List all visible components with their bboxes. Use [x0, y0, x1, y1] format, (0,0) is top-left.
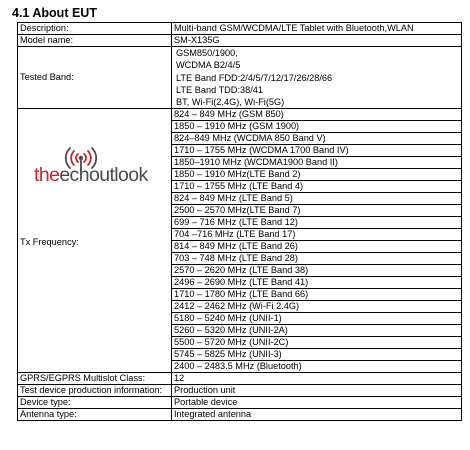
tx-frequency-value: 1710 – 1755 MHz (WCDMA 1700 Band IV) — [172, 145, 462, 157]
tx-frequency-value: 2496 – 2690 MHz (LTE Band 41) — [172, 277, 462, 289]
table-row-gprs — [18, 373, 462, 385]
gprs-label: GPRS/EGPRS Multislot Class: — [18, 373, 172, 385]
production-value: Production unit — [172, 385, 462, 397]
tested-band-value — [172, 47, 462, 109]
production-label: Test device production information: — [18, 385, 172, 397]
table-row-production — [18, 385, 462, 397]
antenna-value: Integrated antenna — [172, 409, 462, 421]
table-row-model — [18, 35, 462, 47]
tx-frequency-value: 5260 – 5320 MHz (UNII-2A) — [172, 325, 462, 337]
tx-frequency-value: 824–849 MHz (WCDMA 850 Band V) — [172, 133, 462, 145]
description-value: Multi-band GSM/WCDMA/LTE Tablet with Bluetooth,WLAN — [172, 23, 462, 35]
model-value: SM-X135G — [172, 35, 462, 47]
tx-frequency-value: 699 – 716 MHz (LTE Band 12) — [172, 217, 462, 229]
tx-frequency-value: 1710 – 1780 MHz (LTE Band 66) — [172, 289, 462, 301]
tx-frequency-value: 1850–1910 MHz (WCDMA1900 Band II) — [172, 157, 462, 169]
tested-band-line: GSM850/1900, — [176, 48, 238, 58]
table-row-device-type — [18, 397, 462, 409]
watermark-text-end: outlook — [88, 164, 148, 187]
description-label: Description: — [18, 23, 172, 35]
eut-info-table — [17, 22, 462, 421]
tested-band-line: LTE Band TDD:38/41 — [176, 84, 263, 95]
table-row-antenna — [18, 409, 462, 421]
tested-band-line: WCDMA B2/4/5 — [176, 60, 241, 71]
device-type-value: Portable device — [172, 397, 462, 409]
tx-frequency-value: 2570 – 2620 MHz (LTE Band 38) — [172, 265, 462, 277]
tx-frequency-value: 824 – 849 MHz (GSM 850) — [172, 109, 462, 121]
tx-frequency-value: 1850 – 1910 MHz(LTE Band 2) — [172, 169, 462, 181]
tested-band-label: Tested Band: — [18, 47, 172, 109]
tx-frequency-value: 704 –716 MHz (LTE Band 17) — [172, 229, 462, 241]
table-row-description — [18, 23, 462, 35]
table-row-tx-frequency — [18, 109, 462, 121]
tx-frequency-value: 5500 – 5720 MHz (UNII-2C) — [172, 337, 462, 349]
tx-frequency-value: 703 – 748 MHz (LTE Band 28) — [172, 253, 462, 265]
tx-frequency-value: 814 – 849 MHz (LTE Band 26) — [172, 241, 462, 253]
tx-frequency-value: 2400 – 2483.5 MHz (Bluetooth) — [172, 361, 462, 373]
table-row-tested-band — [18, 47, 462, 109]
tx-frequency-value: 2500 – 2570 MHz(LTE Band 7) — [172, 205, 462, 217]
tested-band-line: LTE Band FDD:2/4/5/7/12/17/26/28/66 — [176, 72, 333, 83]
tested-band-line: BT, Wi-Fi(2.4G), Wi-Fi(5G) — [176, 97, 285, 108]
gprs-value: 12 — [172, 373, 462, 385]
tx-frequency-cell — [18, 109, 172, 373]
device-type-label: Device type: — [18, 397, 172, 409]
tx-frequency-value: 5745 – 5825 MHz (UNII-3) — [172, 349, 462, 361]
antenna-label: Antenna type: — [18, 409, 172, 421]
section-heading: 4.1 About EUT — [12, 6, 97, 20]
tx-frequency-value: 824 – 849 MHz (LTE Band 5) — [172, 193, 462, 205]
tx-frequency-value: 1710 – 1755 MHz (LTE Band 4) — [172, 181, 462, 193]
tx-frequency-label: Tx Frequency: — [20, 237, 79, 248]
tx-frequency-value: 2412 – 2462 MHz (Wi-Fi 2.4G) — [172, 301, 462, 313]
watermark-text-suffix: ech — [59, 164, 89, 187]
watermark-logo — [34, 147, 159, 207]
watermark-text-prefix: the — [34, 164, 60, 187]
watermark-text — [34, 164, 148, 187]
tx-frequency-value: 5180 – 5240 MHz (UNII-1) — [172, 313, 462, 325]
tx-frequency-value: 1850 – 1910 MHz (GSM 1900) — [172, 121, 462, 133]
model-label: Model name: — [18, 35, 172, 47]
